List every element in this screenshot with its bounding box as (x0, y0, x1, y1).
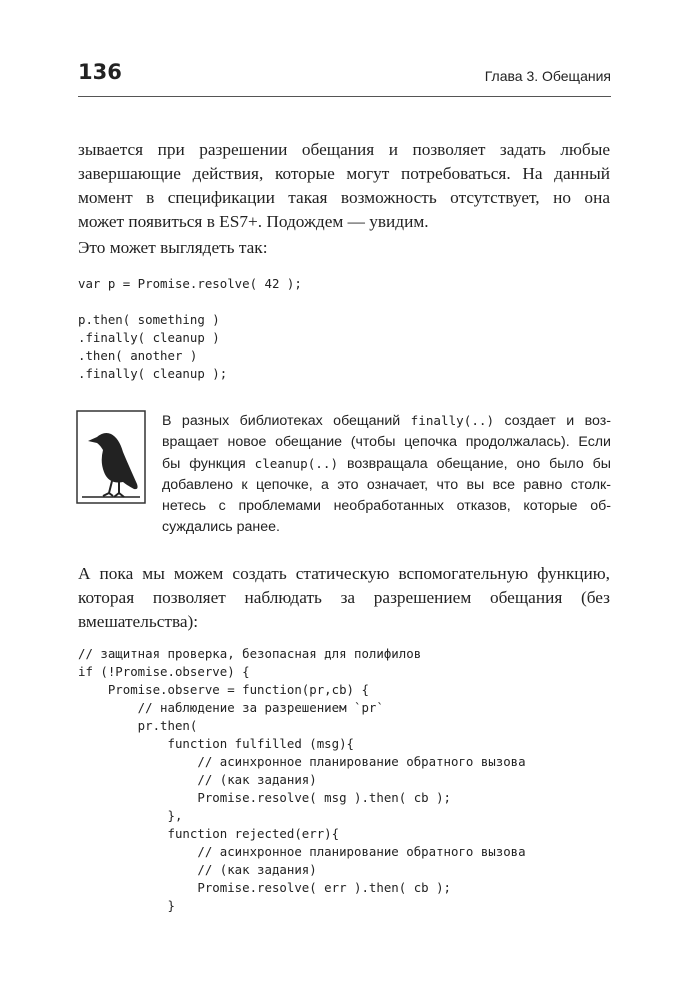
note-line: нетесь с проблемами необработанных отказов, которые об- (162, 498, 611, 514)
note-line: добавлено к цепочке, а это означает, что вы все равно столк- (162, 477, 611, 493)
note-line: суждались ранее. (162, 519, 280, 535)
lead-in-paragraph (78, 236, 610, 260)
note-line: бы функция cleanup(..) возвращала обещание, оно было бы (162, 456, 612, 472)
code-example-promise-chain: var p = Promise.resolve( 42 ); p.then( something ) .finally( cleanup ) .then( another ) .finally( cleanup ); (78, 276, 302, 381)
text-line: которая позволяет наблюдать за разрешением обещания (без (78, 588, 610, 607)
text-line: может появиться в ES7+. Подождем — увидим. (78, 212, 429, 231)
page-number: 136 (78, 60, 122, 84)
text-line: Это может выглядеть так: (78, 238, 268, 257)
text-line: зывается при разрешении обещания и позволяет задать любые (78, 140, 610, 159)
text-line: завершающие действия, которые могут потребоваться. На данный (78, 164, 610, 183)
tip-note (162, 410, 611, 538)
text-line: А пока мы можем создать статическую вспомогательную функцию, (78, 564, 610, 583)
note-line: вращает новое обещание (чтобы цепочка продолжалась). Если (162, 434, 611, 450)
inline-code: cleanup(..) (254, 456, 339, 471)
code-example-promise-observe: // защитная проверка, безопасная для полифилов if (!Promise.observe) { Promise.observe = function(pr,cb) { // наблюдение за разрешением `pr` pr.then( function fulfilled (msg){ // асинхронное планирование обратного вызова // (как задания) Promise.resolve( msg ).then( cb ); }, function rejected(err){ // асинхронное планирование обратного вызова // (как задания) Promise.resolve( err ).then( cb ); } (78, 646, 526, 913)
observe-intro-paragraph (78, 562, 610, 634)
intro-paragraph (78, 138, 610, 234)
note-line: В разных библиотеках обещаний finally(..) создает и воз- (162, 413, 612, 429)
page-header (78, 56, 611, 97)
inline-code: finally(..) (410, 413, 495, 428)
text-line: вмешательства): (78, 612, 199, 631)
chapter-title: Глава 3. Обещания (484, 68, 611, 84)
text-line: момент в спецификации такая возможность отсутствует, но она (78, 188, 610, 207)
crow-icon (76, 410, 146, 504)
